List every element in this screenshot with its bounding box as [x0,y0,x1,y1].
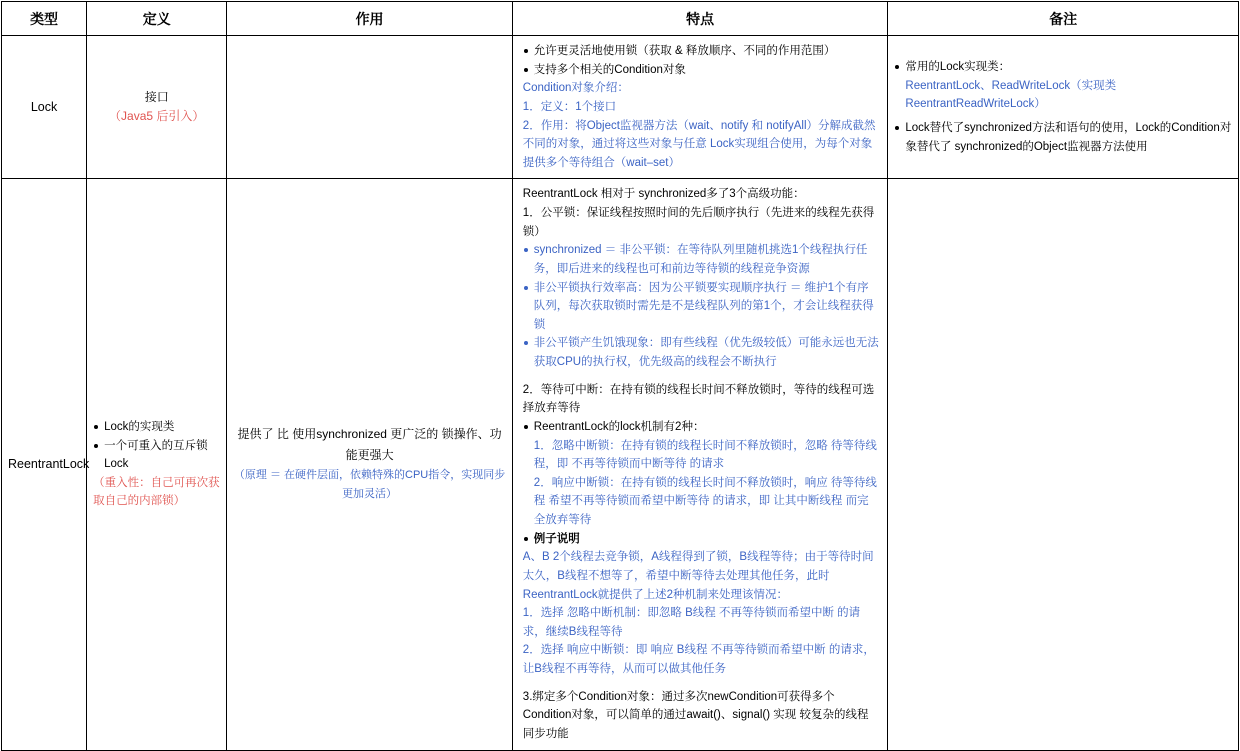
notes-list-lock [894,58,1232,77]
cell-definition-reentrantlock [87,179,227,750]
condition-intro-title: Condition对象介绍： [522,82,629,95]
feature-item: 允许更灵活地使用锁（获取 & 释放顺序、不同的作用范围） [523,42,880,61]
feature-example-choice-2: 2．选择 响应中断锁：即 响应 B线程 不再等待锁而希望中断 的请求，让B线程不再等待，从而可以做其他任务 [522,644,875,675]
table-row [2,179,1239,750]
notes-list-lock-2 [894,119,1232,156]
cell-role-lock [227,36,512,179]
feature-section-2-lines [523,418,880,437]
definition-sub-lock: （Java5 后引入） [109,109,205,124]
definition-bullet-list [93,418,220,474]
condition-intro-line: 2．作用：将Object监视器方法（wait、notify 和 notifyAll）分解成截然不同的对象，通过将这些对象与任意 Lock实现组合使用，为每个对象提供多个等待组合（wait–set） [522,119,876,169]
type-name-lock: Lock [30,100,58,115]
definition-main-lock: 接口 [144,90,169,104]
feature-line: 非公平锁执行效率高：因为公平锁要实现顺序执行 ＝ 维护1个有序队列，每次获取锁时需先是不是线程队列的第1个，才会让线程获得锁 [523,279,880,335]
cell-notes-lock [888,36,1239,179]
feature-example-heading-wrap [523,530,880,549]
type-name-reentrantlock: ReentrantLock [8,457,90,472]
comparison-table-page [0,1,1240,740]
feature-line: 非公平锁产生饥饿现象：即有些线程（优先级较低）可能永远也无法获取CPU的执行权，优先级高的线程会不断执行 [523,334,880,371]
feature-section-title-1: 1．公平锁：保证线程按照时间的先后顺序执行（先进来的线程先获得锁） [522,207,875,238]
column-header-type: 类型 [2,2,87,36]
table-row [2,36,1239,179]
feature-example-heading: 例子说明 [523,530,880,549]
note-item: Lock替代了synchronized方法和语句的使用，Lock的Condition对象替代了 synchronized的Object监视器方法使用 [894,119,1232,156]
note-item: 常用的Lock实现类： [894,58,1232,77]
feature-line: synchronized ＝ 非公平锁：在等待队列里随机挑选1个线程执行任务，即后进来的线程也可和前边等待锁的线程竞争资源 [523,241,880,278]
column-header-features: 特点 [512,2,888,36]
cell-type-lock [2,36,87,179]
cell-definition-lock [87,36,227,179]
cell-role-reentrantlock [227,179,512,750]
lock-comparison-table [1,1,1239,751]
role-line-main: 提供了 比 使用synchronized 更广泛的 锁操作、功能更强大 [237,427,502,463]
condition-intro-line: 1．定义：1个接口 [522,100,617,113]
feature-example-choice-1: 1．选择 忽略中断机制：即忽略 B线程 不再等待锁而希望中断 的请求，继续B线程等待 [522,607,861,638]
header-row [2,2,1239,36]
features-intro: ReentrantLock 相对于 synchronized多了3个高级功能： [522,188,805,201]
feature-line-respond-interrupt: 2．响应中断锁：在持有锁的线程长时间不释放锁时，响应 待等待线程 希望不再等待锁而希望中断等待 的请求，即 让其中断线程 而完全放弃等待 [533,476,877,526]
cell-features-reentrantlock [512,179,888,750]
cell-features-lock [512,36,888,179]
column-header-definition: 定义 [87,2,227,36]
cell-notes-reentrantlock [888,179,1239,750]
table-body [2,36,1239,751]
definition-reentrancy-note: （重入性：自己可再次获取自己的内部锁） [93,476,220,508]
feature-example-body: A、B 2个线程去竞争锁，A线程得到了锁，B线程等待；由于等待时间太久，B线程不想等了，希望中断等待去处理其他任务，此时ReentrantLock就提供了上述2种机制来处理该情况： [522,551,874,601]
feature-line-ignore-interrupt: 1．忽略中断锁：在持有锁的线程长时间不释放锁时，忽略 待等待线程，即 不再等待锁而中断等待 的请求 [533,439,877,471]
feature-section-title-2: 2．等待可中断：在持有锁的线程长时间不释放锁时，等待的线程可选择放弃等待 [522,383,875,415]
feature-line: ReentrantLock的lock机制有2种： [523,418,880,437]
feature-section-title-3: 3.绑定多个Condition对象：通过多次newCondition可获得多个Condition对象，可以简单的通过await()、signal() 实现 较复杂的线程同步功能 [522,690,869,740]
features-bullet-list-lock [523,42,880,79]
feature-section-1-lines [523,241,880,371]
note-implementations: ReentrantLock、ReadWriteLock（实现类ReentrantReadWriteLock） [905,79,1117,111]
column-header-role: 作用 [227,2,512,36]
role-line-principle: （原理 ＝ 在硬件层面，依赖特殊的CPU指令，实现同步更加灵活） [233,469,506,501]
table-header [2,2,1239,36]
definition-item: Lock的实现类 [93,418,220,437]
cell-type-reentrantlock [2,179,90,750]
feature-item: 支持多个相关的Condition对象 [523,61,880,80]
definition-item: 一个可重入的互斥锁Lock [93,437,220,474]
column-header-notes: 备注 [888,2,1239,36]
